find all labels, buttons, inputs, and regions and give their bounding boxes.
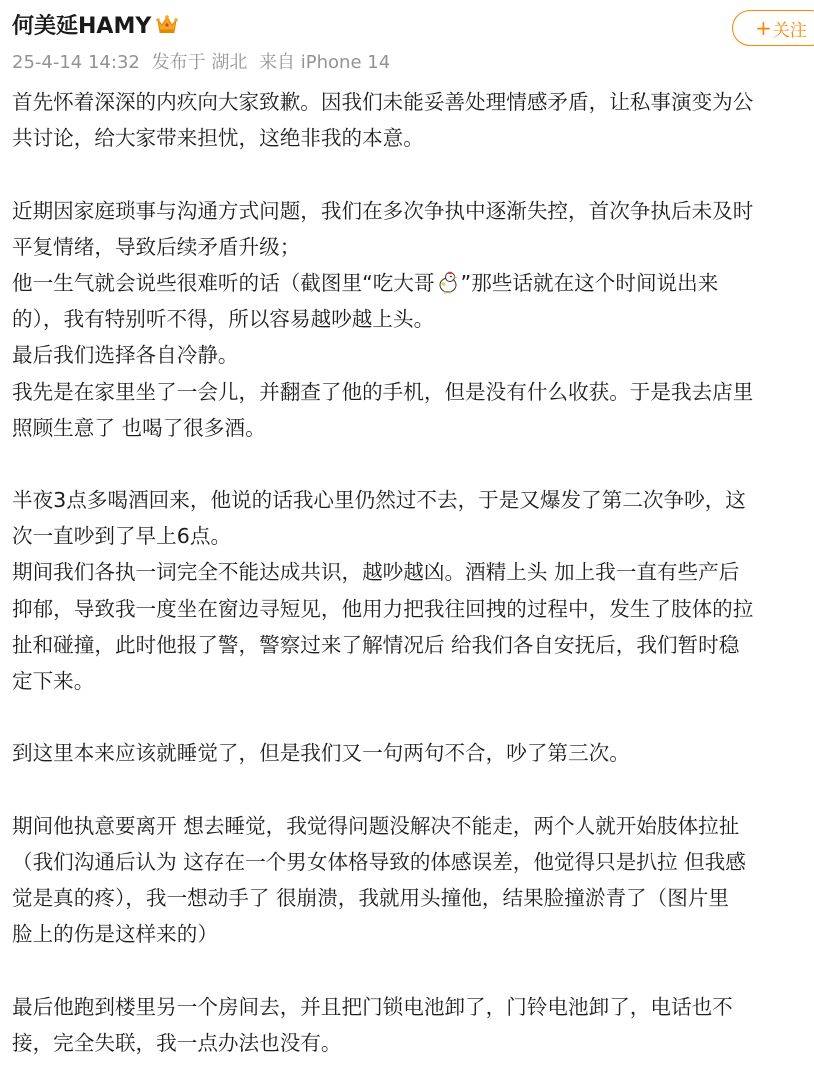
body-line: 最后他跑到楼里另一个房间去，并且把门锁电池卸了，门铃电池卸了，电话也不 xyxy=(12,994,733,1019)
post-meta xyxy=(12,48,396,74)
body-line: 期间我们各执一词完全不能达成共识，越吵越凶。酒精上头 加上我一直有些产后 xyxy=(12,560,740,585)
emoji-line-before: 他一生气就会说些很难听的话（截图里“吃大哥 xyxy=(12,270,435,295)
body-line: 扯和碰撞，此时他报了警，警察过来了解情况后 给我们各自安抚后，我们暂时稳 xyxy=(12,632,740,657)
crown-icon xyxy=(156,13,178,35)
body-line: 接，完全失联，我一点办法也没有。 xyxy=(12,1030,342,1055)
body-line: 首先怀着深深的内疚向大家致歉。因我们未能妥善处理情感矛盾，让私事演变为公 xyxy=(12,90,754,114)
post-body xyxy=(12,84,814,1061)
body-line: 定下来。 xyxy=(12,669,95,693)
follow-button[interactable] xyxy=(732,10,814,46)
post-device: 来自 iPhone 14 xyxy=(259,52,391,73)
body-line: 期间他执意要离开 想去睡觉，我觉得问题没解决不能走，两个人就开始肢体拉扯 xyxy=(12,813,740,838)
body-line: 近期因家庭琐事与沟通方式问题，我们在多次争执中逐渐失控，首次争执后未及时 xyxy=(12,198,754,223)
post-date: 25-4-14 14:32 xyxy=(12,52,140,73)
body-line: 抑郁，导致我一度坐在窗边寻短见，他用力把我往回拽的过程中，发生了肢体的拉 xyxy=(12,596,754,621)
body-line xyxy=(12,699,814,735)
body-line: 觉是真的疼），我一想动手了 很崩溃，我就用头撞他，结果脸撞淤青了（图片里 xyxy=(12,886,730,911)
body-line: 半夜3点多喝酒回来，他说的话我心里仍然过不去，于是又爆发了第二次争吵，这 xyxy=(12,488,746,513)
chicken-icon xyxy=(436,269,460,293)
body-line xyxy=(12,953,814,989)
body-line: 平复情绪，导致后续矛盾升级； xyxy=(12,234,301,259)
body-line: 的），我有特别听不得，所以容易越吵越上头。 xyxy=(12,307,435,332)
author-row xyxy=(12,8,814,40)
body-line: 我先是在家里坐了一会儿，并翻查了他的手机，但是没有什么收获。于是我去店里 xyxy=(12,379,754,404)
body-line: 次一直吵到了早上6点。 xyxy=(12,524,232,549)
body-line xyxy=(12,772,814,808)
post-location: 发布于 湖北 xyxy=(151,52,248,73)
post-header xyxy=(12,8,814,78)
body-line xyxy=(12,156,814,192)
plus-icon: + xyxy=(755,16,772,40)
emoji-line-after: ”那些话就在这个时间说出来 xyxy=(460,270,719,295)
body-line: 脸上的伤是这样来的） xyxy=(12,922,218,947)
follow-label: 关注 xyxy=(772,20,807,41)
body-line: 照顾生意了 也喝了很多酒。 xyxy=(12,415,266,440)
body-line xyxy=(12,446,814,482)
body-line: 最后我们选择各自冷静。 xyxy=(12,343,239,368)
body-line-with-emoji xyxy=(12,265,814,301)
body-line: 到这里本来应该就睡觉了，但是我们又一句两句不合，吵了第三次。 xyxy=(12,741,630,766)
author-name[interactable]: 何美延HAMY xyxy=(12,13,152,39)
body-line: 共讨论，给大家带来担忧，这绝非我的本意。 xyxy=(12,126,424,151)
body-line: （我们沟通后认为 这存在一个男女体格导致的体感误差，他觉得只是扒拉 但我感 xyxy=(12,849,746,874)
